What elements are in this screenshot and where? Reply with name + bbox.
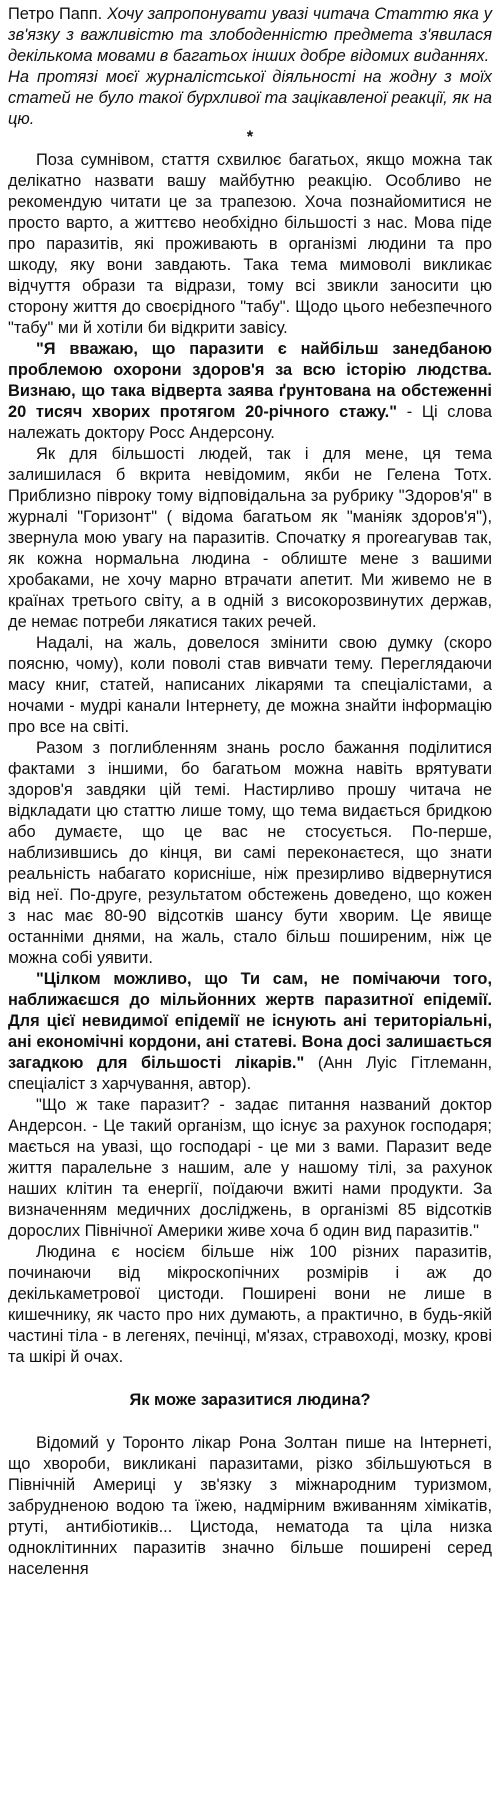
paragraph-9: Відомий у Торонто лікар Рона Золтан пише на Інтернеті, що хвороби, викликані паразитами, різко збільшуються в Північній Америці у зв'язку з міжнародним туризмом, забрудненою водою та їжею, надмірним вживанням хімікатів, ртуті, антибіотиків... Цистода, нематода та ціла низка одноклітинних паразитів значно більше поширені серед населення: [8, 1434, 492, 1578]
article-intro: [8, 4, 492, 67]
author-name: Петро Папп.: [8, 5, 103, 23]
paragraph-6: [8, 969, 492, 1095]
paragraph-8: Людина є носієм більше ніж 100 різних паразитів, починаючи від мікроскопічних розмірів і аж до декількаметрової цистоди. Поширені вони не лише в кишечнику, як часто про них думають, а практично, в будь-якій частині тіла - в легенях, печінці, м'язах, стравоході, мозку, крові та шкірі й очах.: [8, 1243, 492, 1366]
quote-gittleman: "Цілком можливо, що Ти сам, не помічаючи того, наближаєшся до мільйонних жертв паразитної епідемії. Для цієї невидимої епідемії не існують ані територіальні, ані економічні кордони, ані статеві. Вона досі залишається загадкою для більшості лікарів.": [8, 970, 492, 1072]
paragraph-5: Разом з поглибленням знань росло бажання поділитися фактами з іншими, бо багатьом можна навіть врятувати здоров'я завдяки цій темі. Настирливо прошу читача не відкладати цю статтю лише тому, що тема видається бридкою або думаєте, що це вас не стосується. По-перше, наблизившись до кінця, ви самі переконаєтеся, що знати реальність набагато корисніше, ніж презирливо відвернутися від неї. По-друге, результатом обстежень доведено, що кожен з нас має 80-90 відсотків шансу бути хворим. Це явище останніми днями, на жаль, стало більш поширеним, ніж це можна собі уявити.: [8, 739, 492, 967]
section-separator: *: [246, 128, 254, 146]
paragraph-2: [8, 339, 492, 444]
section-heading: Як може заразитися людина?: [129, 1391, 371, 1409]
intro-text: Хочу запропонувати увазі читача Статтю яка у зв'язку з важливістю та злободенністю предмета з'явилася декількома мовами в багатьох інших добре відомих виданнях.: [8, 5, 492, 65]
quote-anderson: "Я вважаю, що паразити є найбільш занедбаною проблемою охорони здоров'я за всю історію людства. Визнаю, що така відверта заява ґрунтована на обстеженні 20 тисяч хворих протягом 20-річного стажу.": [8, 340, 492, 421]
quote-attribution: (Анн Луіс Гітлеманн, спеціаліст з харчування, автор).: [8, 1054, 492, 1093]
paragraph-3: Як для більшості людей, так і для мене, ця тема залишилася б вкрита невідомим, якби не Гелена Тотх. Приблизно півроку тому відповідальна за рубрику "Здоров'я" в журналі "Горизонт" ( відома багатьом як "маніяк здоров'я"), звернула мою увагу на паразитів. Спочатку я проreагував так, як кожна нормальна людина - облиште мене з вашими хробаками, не хочу марно втрачати апетит. Ми живемо не в країнах третього світу, а в одній з високорозвинутих держав, де немає потреби лякатися таких речей.: [8, 445, 492, 631]
paragraph-7: "Що ж таке паразит? - задає питання названий доктор Андерсон. - Це такий організм, що існує за рахунок господаря; мається на увазі, що господарі - це ми з вами. Паразит веде життя паралельне з нашим, але у нашому тілі, за рахунок наших клітин та енергії, поїдаючи вжиті нами продукти. За визначенням медичних досліджень, в організмі 85 відсотків дорослих Північної Америки живе хоча б один вид паразитів.": [8, 1096, 492, 1240]
intro-note: На протязі моєї журналістської діяльності на жодну з моїх статей не було такої бурхливої та зацікавленої реакції, як на цю.: [8, 68, 492, 128]
quote-attribution: - Ці слова належать доктору Росс Андерсону.: [8, 403, 492, 442]
paragraph-1: Поза сумнівом, стаття схвилює багатьох, якщо можна так делікатно назвати вашу майбутню реакцію. Особливо не рекомендую читати це за трапезою. Хоча познайомитися не просто варто, а життєво необхідно більшості з нас. Мова піде про паразитів, які проживають в організмі людини та про шкоду, яку вони завдають. Така тема мимоволі викликає відчуття образи та відрази, тому всі звикли заносити цю сторону життя до своєрідного "табу". Щодо цього небезпечного "табу" ми й хотіли би відкрити завісу.: [8, 151, 492, 337]
paragraph-4: Надалі, на жаль, довелося змінити свою думку (скоро поясню, чому), коли поволі став вивчати тему. Переглядаючи масу книг, статей, написаних лікарями та спеціалістами, а ночами - мудрі канали Інтернету, де можна знайти інформацію про все на світі.: [8, 634, 492, 736]
